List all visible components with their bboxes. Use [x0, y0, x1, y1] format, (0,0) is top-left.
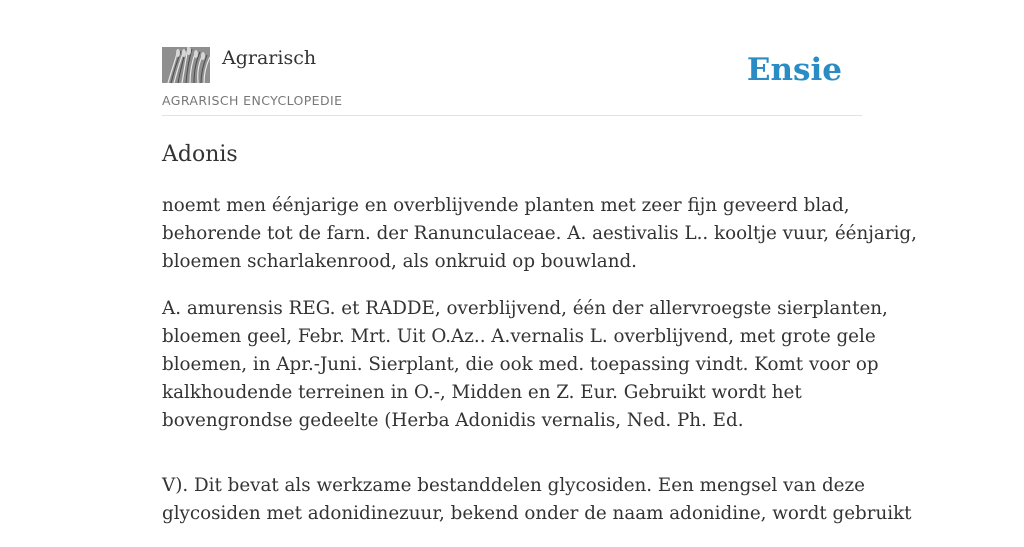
paragraph-2	[162, 295, 888, 435]
text-line: A. amurensis REG. et RADDE, overblijvend, één der allervroegste sierplanten,	[162, 298, 888, 319]
wheat-ears-icon[interactable]	[162, 47, 210, 83]
text-line: noemt men éénjarige en overblijvende planten met zeer fijn geveerd blad,	[162, 195, 850, 216]
text-line: bloemen scharlakenrood, als onkruid op bouwland.	[162, 251, 637, 272]
paragraph-3	[162, 472, 912, 528]
publication-name[interactable]: Agrarisch	[222, 47, 317, 69]
content-column	[162, 0, 917, 547]
text-line: behorende tot de farn. der Ranunculaceae. A. aestivalis L.. kooltje vuur, éénjarig,	[162, 223, 917, 244]
paragraph-1	[162, 192, 917, 276]
text-line: bloemen geel, Febr. Mrt. Uit O.Az.. A.vernalis L. overblijvend, met grote gele	[162, 326, 876, 347]
text-line: glycosiden met adonidinezuur, bekend onder de naam adonidine, wordt gebruikt	[162, 503, 912, 524]
site-header	[162, 0, 862, 116]
text-line: bovengrondse gedeelte (Herba Adonidis vernalis, Ned. Ph. Ed.	[162, 410, 744, 431]
article-title: Adonis	[162, 142, 238, 167]
brand-logo-link[interactable]: Ensie	[746, 52, 842, 88]
text-line: bloemen, in Apr.-Juni. Sierplant, die ook med. toepassing vindt. Komt voor op	[162, 354, 879, 375]
article-body	[162, 192, 917, 528]
text-line: V). Dit bevat als werkzame bestanddelen glycosiden. Een mengsel van deze	[162, 475, 865, 496]
publication-subtitle: AGRARISCH ENCYCLOPEDIE	[162, 93, 343, 108]
text-line: kalkhoudende terreinen in O.-, Midden en Z. Eur. Gebruikt wordt het	[162, 382, 802, 403]
